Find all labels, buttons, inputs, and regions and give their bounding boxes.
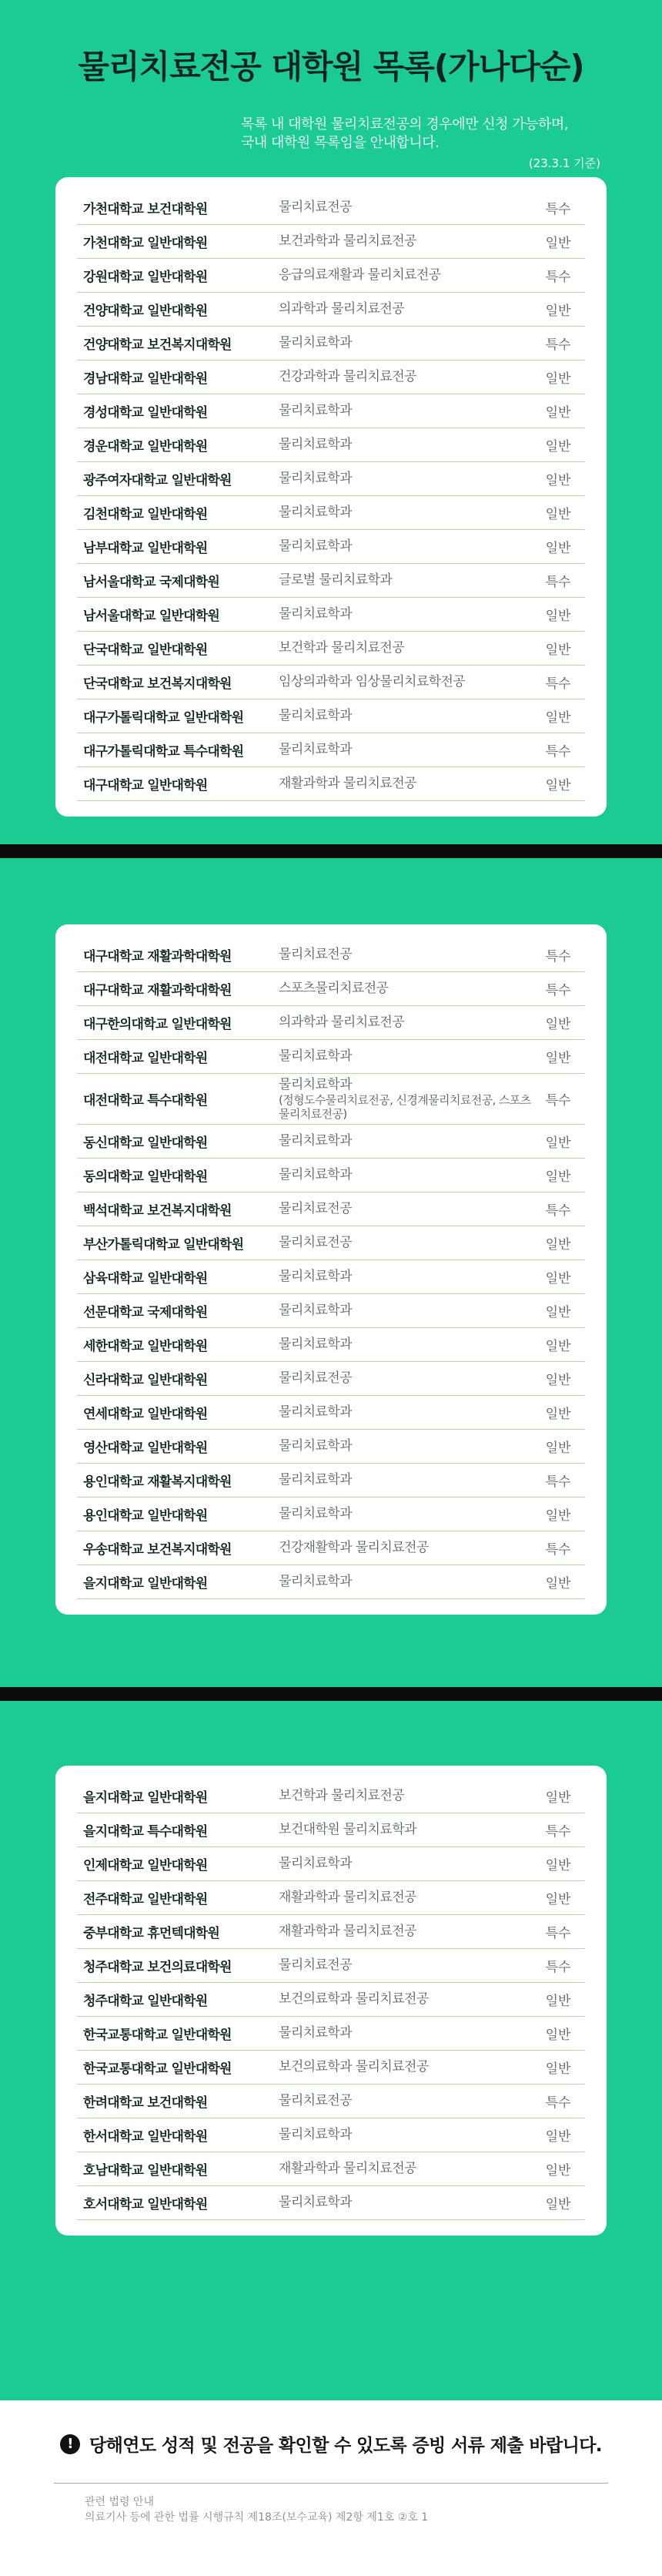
table-row (77, 225, 585, 259)
major-cell (274, 1506, 531, 1522)
university-list-card-2 (55, 924, 607, 1615)
university-name: 인제대학교 일반대학원 (83, 1858, 208, 1873)
date-note: (23.3.1 기준) (528, 156, 600, 170)
table-row (77, 564, 585, 598)
major-cell (274, 1438, 531, 1454)
university-name: 연세대학교 일반대학원 (83, 1407, 208, 1422)
major-cell (274, 674, 531, 690)
major-name: 임상의과학과 임상물리치료학전공 (279, 674, 466, 689)
graduate-type: 일반 (545, 1407, 571, 1422)
major-name: 물리치료학과 (279, 2195, 352, 2210)
major-name: 물리치료전공 (279, 1201, 352, 1216)
graduate-type: 일반 (545, 2061, 571, 2077)
table-row (77, 666, 585, 699)
major-cell (274, 2093, 531, 2109)
section-divider (0, 844, 662, 858)
university-name: 한서대학교 일반대학원 (83, 2129, 208, 2145)
graduate-type: 일반 (545, 1271, 571, 1286)
university-name: 경운대학교 일반대학원 (83, 439, 208, 454)
major-name: 물리치료학과 (279, 538, 352, 554)
graduate-type: 일반 (545, 1576, 571, 1592)
major-cell (274, 1303, 531, 1319)
major-name: 물리치료학과 (279, 2127, 352, 2142)
graduate-type: 일반 (545, 439, 571, 454)
major-cell (274, 1269, 531, 1285)
major-cell (274, 1370, 531, 1387)
graduate-type: 일반 (545, 405, 571, 421)
major-name: 물리치료학과 (279, 1404, 352, 1420)
major-cell (274, 1235, 531, 1251)
graduate-type: 특수 (545, 1093, 571, 1109)
major-name: 재활과학과 물리치료전공 (279, 776, 416, 791)
graduate-type: 일반 (545, 1017, 571, 1032)
university-name: 동의대학교 일반대학원 (83, 1169, 208, 1185)
major-name: 물리치료학과 (279, 1337, 352, 1352)
section-2 (0, 858, 662, 1687)
university-list-card-1 (55, 177, 607, 817)
graduate-type: 특수 (545, 1926, 571, 1941)
major-name: 물리치료학과 (279, 437, 352, 452)
university-name: 호서대학교 일반대학원 (83, 2197, 208, 2212)
table-row (77, 428, 585, 462)
major-cell (274, 1822, 531, 1838)
graduate-type: 일반 (545, 642, 571, 658)
major-name: 물리치료학과 (279, 1167, 352, 1182)
major-cell (274, 1133, 531, 1149)
law-note (85, 2494, 662, 2525)
university-name: 신라대학교 일반대학원 (83, 1373, 208, 1388)
graduate-type: 일반 (545, 1373, 571, 1388)
university-name: 대구한의대학교 일반대학원 (83, 1017, 232, 1032)
table-row (77, 767, 585, 801)
table-row (77, 2186, 585, 2220)
major-cell (274, 742, 531, 758)
graduate-type: 특수 (545, 270, 571, 285)
table-row (77, 1430, 585, 1464)
university-name: 대구대학교 일반대학원 (83, 778, 208, 793)
table-row (77, 972, 585, 1006)
graduate-type: 일반 (545, 507, 571, 522)
graduate-type: 일반 (545, 473, 571, 488)
graduate-type: 특수 (545, 1542, 571, 1558)
table-row (77, 1813, 585, 1847)
table-row (77, 1779, 585, 1813)
notice (0, 2431, 662, 2457)
section-1 (0, 0, 662, 844)
graduate-type: 일반 (545, 778, 571, 793)
graduate-type: 특수 (545, 337, 571, 353)
university-name: 삼육대학교 일반대학원 (83, 1271, 208, 1286)
graduate-type: 일반 (545, 710, 571, 726)
table-row (77, 1006, 585, 1040)
university-name: 대구가톨릭대학교 특수대학원 (83, 744, 244, 760)
section-3 (0, 1701, 662, 2400)
major-cell (274, 335, 531, 351)
graduate-type: 일반 (545, 236, 571, 251)
major-cell (274, 1574, 531, 1590)
table-row (77, 2051, 585, 2085)
university-name: 대구대학교 재활과학대학원 (83, 983, 232, 998)
university-name: 한국교통대학교 일반대학원 (83, 2061, 232, 2077)
university-name: 경성대학교 일반대학원 (83, 405, 208, 421)
table-row (77, 496, 585, 530)
graduate-type: 일반 (545, 1790, 571, 1806)
university-name: 남부대학교 일반대학원 (83, 541, 208, 556)
table-row (77, 293, 585, 327)
major-name: 의과학과 물리치료전공 (279, 1015, 405, 1030)
graduate-type: 일반 (545, 2028, 571, 2043)
major-cell (274, 301, 531, 317)
major-cell (274, 471, 531, 487)
graduate-type: 특수 (545, 202, 571, 217)
major-name: 물리치료학과 (279, 403, 352, 418)
major-cell (274, 437, 531, 453)
table-row (77, 699, 585, 733)
major-cell (274, 505, 531, 521)
major-name: 재활과학과 물리치료전공 (279, 1924, 416, 1939)
graduate-type: 특수 (545, 744, 571, 760)
major-cell (274, 1924, 531, 1940)
table-row (77, 1362, 585, 1396)
university-name: 동신대학교 일반대학원 (83, 1135, 208, 1151)
table-row (77, 598, 585, 632)
university-name: 대구가톨릭대학교 일반대학원 (83, 710, 244, 726)
intro-line-1: 목록 내 대학원 물리치료전공의 경우에만 신청 가능하며, (241, 116, 568, 132)
table-row (77, 462, 585, 496)
university-name: 우송대학교 보건복지대학원 (83, 1542, 232, 1558)
major-cell (274, 2195, 531, 2211)
university-name: 단국대학교 일반대학원 (83, 642, 208, 658)
major-name: 물리치료학과 (279, 742, 352, 757)
graduate-type: 일반 (545, 1051, 571, 1066)
university-name: 대전대학교 특수대학원 (83, 1093, 208, 1109)
table-row (77, 1328, 585, 1362)
university-name: 부산가톨릭대학교 일반대학원 (83, 1237, 244, 1253)
table-row (77, 632, 585, 666)
graduate-type: 일반 (545, 371, 571, 387)
major-cell (274, 1890, 531, 1906)
exclamation-icon: ! (60, 2434, 80, 2454)
graduate-type: 특수 (545, 983, 571, 998)
university-name: 김천대학교 일반대학원 (83, 507, 208, 522)
university-name: 경남대학교 일반대학원 (83, 371, 208, 387)
major-cell (274, 1048, 531, 1065)
graduate-type: 특수 (545, 2095, 571, 2111)
table-row (77, 1125, 585, 1159)
major-name: 물리치료학과 (279, 335, 352, 351)
major-cell (274, 1957, 531, 1974)
major-detail: (정형도수물리치료전공, 신경계물리치료전공, 스포츠물리치료전공) (279, 1093, 531, 1121)
graduate-type: 일반 (545, 2197, 571, 2212)
graduate-type: 일반 (545, 2163, 571, 2179)
intro-text (241, 116, 662, 153)
university-list-card-3 (55, 1766, 607, 2236)
major-name: 물리치료학과 (279, 1077, 352, 1092)
footer-divider (54, 2483, 608, 2484)
graduate-type: 일반 (545, 1508, 571, 1524)
major-cell (274, 1540, 531, 1556)
table-row (77, 2152, 585, 2186)
table-row (77, 361, 585, 394)
major-cell (274, 1167, 531, 1183)
table-row (77, 1881, 585, 1915)
major-cell (274, 2161, 531, 2177)
major-cell (274, 572, 531, 589)
major-name: 물리치료학과 (279, 606, 352, 622)
graduate-type: 일반 (545, 1441, 571, 1456)
major-name: 물리치료학과 (279, 1048, 352, 1064)
major-cell (274, 2059, 531, 2075)
major-name: 물리치료학과 (279, 1133, 352, 1149)
major-name: 물리치료학과 (279, 708, 352, 723)
major-cell (274, 1015, 531, 1031)
major-name: 물리치료전공 (279, 1235, 352, 1250)
major-name: 물리치료학과 (279, 1269, 352, 1284)
major-name: 물리치료학과 (279, 1438, 352, 1454)
university-name: 전주대학교 일반대학원 (83, 1892, 208, 1907)
graduate-type: 일반 (545, 2129, 571, 2145)
table-row (77, 938, 585, 972)
major-cell (274, 981, 531, 997)
university-name: 호남대학교 일반대학원 (83, 2163, 208, 2179)
university-name: 남서울대학교 일반대학원 (83, 609, 219, 624)
notice-text: 당해연도 성적 및 전공을 확인할 수 있도록 증빙 서류 제출 바랍니다. (89, 2436, 602, 2456)
major-name: 의과학과 물리치료전공 (279, 301, 405, 317)
intro-line-2: 국내 대학원 목록임을 안내합니다. (241, 135, 440, 151)
major-cell (274, 1788, 531, 1804)
page-title: 물리치료전공 대학원 목록(가나다순) (78, 48, 584, 86)
university-name: 중부대학교 휴먼텍대학원 (83, 1926, 219, 1941)
major-name: 재활과학과 물리치료전공 (279, 2161, 416, 2176)
major-name: 건강재활학과 물리치료전공 (279, 1540, 429, 1555)
university-name: 청주대학교 보건의료대학원 (83, 1960, 232, 1975)
major-name: 응급의료재활과 물리치료전공 (279, 267, 441, 283)
footer (0, 2400, 662, 2556)
university-name: 한려대학교 보건대학원 (83, 2095, 208, 2111)
major-cell (274, 200, 531, 216)
graduate-type: 특수 (545, 1960, 571, 1975)
major-name: 물리치료학과 (279, 1506, 352, 1521)
graduate-type: 특수 (545, 1203, 571, 1219)
major-name: 건강과학과 물리치료전공 (279, 369, 416, 384)
major-name: 물리치료전공 (279, 1370, 352, 1386)
major-name: 보건학과 물리치료전공 (279, 1788, 405, 1803)
table-row (77, 1396, 585, 1430)
major-name: 물리치료학과 (279, 2025, 352, 2041)
university-name: 세한대학교 일반대학원 (83, 1339, 208, 1354)
major-cell (274, 947, 531, 963)
major-cell (274, 1077, 531, 1121)
section-divider (0, 1687, 662, 1701)
university-name: 대구대학교 재활과학대학원 (83, 949, 232, 964)
university-name: 가천대학교 일반대학원 (83, 236, 208, 251)
table-row (77, 1464, 585, 1498)
table-row (77, 327, 585, 361)
table-row (77, 1074, 585, 1125)
university-name: 강원대학교 일반대학원 (83, 270, 208, 285)
table-row (77, 259, 585, 293)
university-name: 남서울대학교 국제대학원 (83, 575, 219, 590)
major-cell (274, 233, 531, 250)
major-name: 물리치료전공 (279, 2093, 352, 2108)
university-name: 을지대학교 일반대학원 (83, 1576, 208, 1592)
university-name: 용인대학교 재활복지대학원 (83, 1474, 232, 1490)
graduate-type: 일반 (545, 1858, 571, 1873)
major-name: 물리치료학과 (279, 1303, 352, 1318)
major-cell (274, 403, 531, 419)
table-row (77, 191, 585, 225)
table-row (77, 2017, 585, 2051)
university-name: 을지대학교 특수대학원 (83, 1824, 208, 1840)
university-name: 영산대학교 일반대학원 (83, 1441, 208, 1456)
table-row (77, 1294, 585, 1328)
major-cell (274, 1337, 531, 1353)
graduate-type: 특수 (545, 575, 571, 590)
graduate-type: 특수 (545, 1474, 571, 1490)
major-name: 물리치료학과 (279, 1472, 352, 1488)
major-cell (274, 538, 531, 555)
graduate-type: 일반 (545, 1237, 571, 1253)
major-cell (274, 606, 531, 622)
university-name: 건양대학교 보건복지대학원 (83, 337, 232, 353)
major-cell (274, 267, 531, 283)
graduate-type: 일반 (545, 304, 571, 319)
table-row (77, 1915, 585, 1949)
university-name: 광주여자대학교 일반대학원 (83, 473, 232, 488)
university-name: 한국교통대학교 일반대학원 (83, 2028, 232, 2043)
major-name: 물리치료학과 (279, 1574, 352, 1589)
table-row (77, 1531, 585, 1565)
major-cell (274, 776, 531, 792)
graduate-type: 특수 (545, 949, 571, 964)
graduate-type: 일반 (545, 1892, 571, 1907)
major-cell (274, 640, 531, 656)
table-row (77, 1226, 585, 1260)
major-cell (274, 1201, 531, 1217)
major-cell (274, 2127, 531, 2143)
major-name: 물리치료전공 (279, 947, 352, 962)
major-cell (274, 1991, 531, 2007)
major-name: 보건대학원 물리치료학과 (279, 1822, 416, 1837)
graduate-type: 일반 (545, 1169, 571, 1185)
major-name: 글로벌 물리치료학과 (279, 572, 393, 588)
major-cell (274, 1472, 531, 1488)
table-row (77, 1192, 585, 1226)
university-name: 을지대학교 일반대학원 (83, 1790, 208, 1806)
university-name: 청주대학교 일반대학원 (83, 1994, 208, 2009)
university-name: 대전대학교 일반대학원 (83, 1051, 208, 1066)
table-row (77, 1260, 585, 1294)
table-row (77, 733, 585, 767)
university-name: 단국대학교 보건복지대학원 (83, 676, 232, 692)
university-name: 선문대학교 국제대학원 (83, 1305, 208, 1320)
graduate-type: 일반 (545, 1135, 571, 1151)
major-cell (274, 369, 531, 385)
table-row (77, 1565, 585, 1599)
law-note-text: 의료기사 등에 관한 법률 시행규칙 제18조(보수교육) 제2항 제1호 ②호 1 (85, 2511, 429, 2524)
major-name: 물리치료학과 (279, 1856, 352, 1871)
table-row (77, 530, 585, 564)
table-row (77, 2118, 585, 2152)
graduate-type: 일반 (545, 541, 571, 556)
major-name: 보건의료학과 물리치료전공 (279, 1991, 429, 2007)
law-note-title: 관련 법령 안내 (85, 2496, 155, 2508)
major-name: 물리치료학과 (279, 471, 352, 486)
graduate-type: 특수 (545, 1824, 571, 1840)
university-name: 건양대학교 일반대학원 (83, 304, 208, 319)
major-name: 스포츠물리치료전공 (279, 981, 389, 996)
table-row (77, 1040, 585, 1074)
table-row (77, 1949, 585, 1983)
graduate-type: 일반 (545, 1339, 571, 1354)
university-name: 용인대학교 일반대학원 (83, 1508, 208, 1524)
table-row (77, 1983, 585, 2017)
graduate-type: 일반 (545, 609, 571, 624)
table-row (77, 1159, 585, 1192)
table-row (77, 394, 585, 428)
table-row (77, 1498, 585, 1531)
major-cell (274, 708, 531, 724)
major-name: 보건의료학과 물리치료전공 (279, 2059, 429, 2075)
major-name: 보건학과 물리치료전공 (279, 640, 405, 656)
graduate-type: 일반 (545, 1994, 571, 2009)
major-name: 물리치료전공 (279, 200, 352, 215)
table-row (77, 1847, 585, 1881)
university-name: 가천대학교 보건대학원 (83, 202, 208, 217)
major-name: 보건과학과 물리치료전공 (279, 233, 416, 249)
major-cell (274, 2025, 531, 2041)
university-name: 백석대학교 보건복지대학원 (83, 1203, 232, 1219)
major-name: 물리치료학과 (279, 505, 352, 520)
major-cell (274, 1856, 531, 1872)
major-cell (274, 1404, 531, 1420)
major-name: 재활과학과 물리치료전공 (279, 1890, 416, 1905)
table-row (77, 2085, 585, 2118)
major-name: 물리치료전공 (279, 1957, 352, 1973)
graduate-type: 일반 (545, 1305, 571, 1320)
graduate-type: 특수 (545, 676, 571, 692)
